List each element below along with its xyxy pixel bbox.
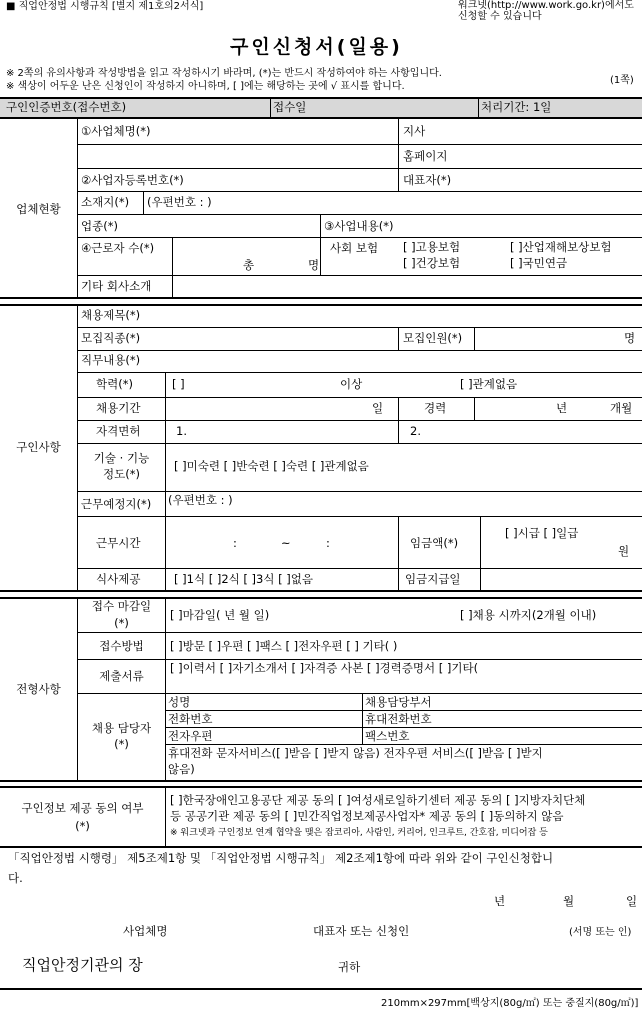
deadline-until-hired-checkbox[interactable]: [ ]채용 시까지(2개월 이내) <box>460 608 597 622</box>
page-title: 구인신청서(일용) <box>230 36 403 58</box>
license-2-field[interactable]: 2. <box>410 424 421 438</box>
date-year-label: 년 <box>494 894 506 908</box>
notification-options-line2: 않음) <box>168 762 195 776</box>
job-section-label: 구인사항 <box>16 440 61 454</box>
company-intro-label: 기타 회사소개 <box>81 279 152 293</box>
education-any-checkbox[interactable]: [ ]관계없음 <box>460 377 518 391</box>
wage-label: 임금액(*) <box>410 536 459 550</box>
workplace-label: 근무예정지(*) <box>81 497 152 511</box>
meal-options[interactable]: [ ]1식 [ ]2식 [ ]3식 [ ]없음 <box>174 572 313 586</box>
career-label: 경력 <box>424 401 447 415</box>
note-line1: ※ 2쪽의 유의사항과 작성방법을 읽고 작성하시기 바라며, (*)는 반드시 작성하여야 하는 사항입니다. <box>6 68 442 79</box>
health-insurance-checkbox[interactable]: [ ]건강보험 <box>403 256 461 270</box>
license-label: 자격면허 <box>96 424 141 438</box>
work-hours-label: 근무시간 <box>96 536 141 550</box>
contact-phone-label: 전화번호 <box>168 712 213 726</box>
occupation-label: 모집직종(*) <box>81 331 141 345</box>
signature-note: (서명 또는 인) <box>569 927 632 938</box>
career-year-unit: 년 <box>556 401 568 415</box>
license-1-field[interactable]: 1. <box>176 424 187 438</box>
biz-reg-no-label: ②사업자등록번호(*) <box>81 173 184 187</box>
address-zip-field[interactable]: (우편번호 : ) <box>147 195 212 209</box>
address-label: 소재지(*) <box>81 195 130 209</box>
contact-label-line1: 채용 담당자 <box>91 721 152 735</box>
notification-options-line1[interactable]: 휴대전화 문자서비스([ ]받음 [ ]받지 않음) 전자우편 서비스([ ]받음 [ ]받지 <box>168 746 543 760</box>
documents-label: 제출서류 <box>99 669 144 683</box>
period-unit: 일 <box>372 401 384 415</box>
date-month-label: 월 <box>563 894 575 908</box>
company-section-label: 업체현황 <box>16 202 61 216</box>
page-number: (1쪽) <box>610 75 634 86</box>
social-insurance-label: 사회 보험 <box>330 241 379 255</box>
employment-insurance-checkbox[interactable]: [ ]고용보험 <box>403 240 461 254</box>
business-content-label: ③사업내용(*) <box>324 219 394 233</box>
contact-mobile-label: 휴대전화번호 <box>365 712 432 726</box>
work-hours-tilde: ~ <box>281 536 291 550</box>
job-title-label: 채용제목(*) <box>81 308 141 322</box>
declaration-line1: 「직업안정법 시행령」 제5조제1항 및 「직업안정법 시행규칙」 제2조제1항에 따라 위와 같이 구인신청합니 <box>8 851 554 865</box>
education-checkbox[interactable]: [ ] <box>172 377 185 391</box>
homepage-label: 홈페이지 <box>403 149 448 163</box>
consent-options-line2[interactable]: 등 공공기관 제공 동의 [ ]민간직업정보제공사업자* 제공 동의 [ ]동의하지 않음 <box>170 809 564 823</box>
contact-label-line2: (*) <box>114 737 129 751</box>
period-label: 채용기간 <box>96 401 141 415</box>
headcount-label: 모집인원(*) <box>403 331 463 345</box>
duties-label: 직무내용(*) <box>81 353 141 367</box>
consent-label-line2: (*) <box>75 819 90 833</box>
skill-level-options[interactable]: [ ]미숙련 [ ]반숙련 [ ]숙련 [ ]관계없음 <box>174 459 369 473</box>
meals-label: 식사제공 <box>96 572 141 586</box>
selection-section-label: 전형사항 <box>16 682 61 696</box>
signer-applicant-label: 대표자 또는 신청인 <box>313 924 410 938</box>
contact-fax-label: 팩스번호 <box>365 729 410 743</box>
web-notice-line1: 워크넷(http://www.work.go.kr)에서도 <box>458 0 634 11</box>
education-label: 학력(*) <box>96 377 133 391</box>
processing-period: 처리기간: 1일 <box>481 100 552 114</box>
contact-name-label: 성명 <box>168 695 191 709</box>
skill-label-line1: 기술 · 기능 <box>93 451 150 465</box>
consent-label-line1: 구인정보 제공 동의 여부 <box>21 801 144 815</box>
consent-options-line1[interactable]: [ ]한국장애인고용공단 제공 동의 [ ]여성새로일하기센터 제공 동의 [ ]지방자치단체 <box>170 793 586 807</box>
work-hours-sep1: : <box>233 536 237 550</box>
contact-email-label: 전자우편 <box>168 729 213 743</box>
workers-total-label: 총 <box>243 258 255 272</box>
paper-spec-footer: 210mm×297mm[백상지(80g/㎡) 또는 중질지(80g/㎡)] <box>381 998 639 1009</box>
contact-dept-label: 채용담당부서 <box>365 695 432 709</box>
consent-footnote: ※ 워크넷과 구인정보 연계 협약을 맺은 잡코리아, 사람인, 커리어, 인크루트, 간호잡, 미디어잡 등 <box>170 828 548 838</box>
deadline-date-checkbox[interactable]: [ ]마감일( 년 월 일) <box>170 608 270 622</box>
note-line2: ※ 색상이 어두운 난은 신청인이 작성하지 아니하며, [ ]에는 해당하는 곳에 √ 표시를 합니다. <box>6 81 405 92</box>
workplace-zip-field[interactable]: (우편번호 : ) <box>168 493 233 507</box>
deadline-label-line1: 접수 마감일 <box>91 599 152 613</box>
education-above: 이상 <box>340 377 363 391</box>
wage-payday-label: 임금지급일 <box>405 572 461 586</box>
receipt-date-label: 접수일 <box>273 100 307 114</box>
signer-company-label: 사업체명 <box>123 924 168 938</box>
deadline-label-line2: (*) <box>114 616 129 630</box>
wage-unit: 원 <box>618 544 630 558</box>
industrial-insurance-checkbox[interactable]: [ ]산업재해보상보험 <box>510 240 612 254</box>
web-notice-line2: 신청할 수 있습니다 <box>458 11 542 22</box>
wage-type-options[interactable]: [ ]시급 [ ]일급 <box>505 526 579 540</box>
representative-label: 대표자(*) <box>403 173 452 187</box>
document-options[interactable]: [ ]이력서 [ ]자기소개서 [ ]자격증 사본 [ ]경력증명서 [ ]기타( <box>170 661 479 675</box>
career-month-unit: 개월 <box>610 401 633 415</box>
skill-label-line2: 정도(*) <box>103 467 140 481</box>
industry-label: 업종(*) <box>81 219 118 233</box>
declaration-line2: 다. <box>8 871 23 885</box>
date-day-label: 일 <box>626 894 638 908</box>
method-label: 접수방법 <box>99 639 144 653</box>
workers-label: ④근로자 수(*) <box>81 241 155 255</box>
addressee: 직업안정기관의 장 <box>22 956 143 974</box>
pension-checkbox[interactable]: [ ]국민연금 <box>510 256 568 270</box>
honorific: 귀하 <box>338 960 361 974</box>
method-options[interactable]: [ ]방문 [ ]우편 [ ]팩스 [ ]전자우편 [ ] 기타( ) <box>170 639 398 653</box>
company-name-label: ①사업체명(*) <box>81 124 151 138</box>
regulation-reference: ■ 직업안정법 시행규칙 [별지 제1호의2서식] <box>6 1 204 12</box>
receipt-number-label: 구인인증번호(접수번호) <box>6 100 127 114</box>
branch-label: 지사 <box>403 124 426 138</box>
workers-unit: 명 <box>308 258 320 272</box>
headcount-unit: 명 <box>624 331 636 345</box>
work-hours-sep2: : <box>326 536 330 550</box>
